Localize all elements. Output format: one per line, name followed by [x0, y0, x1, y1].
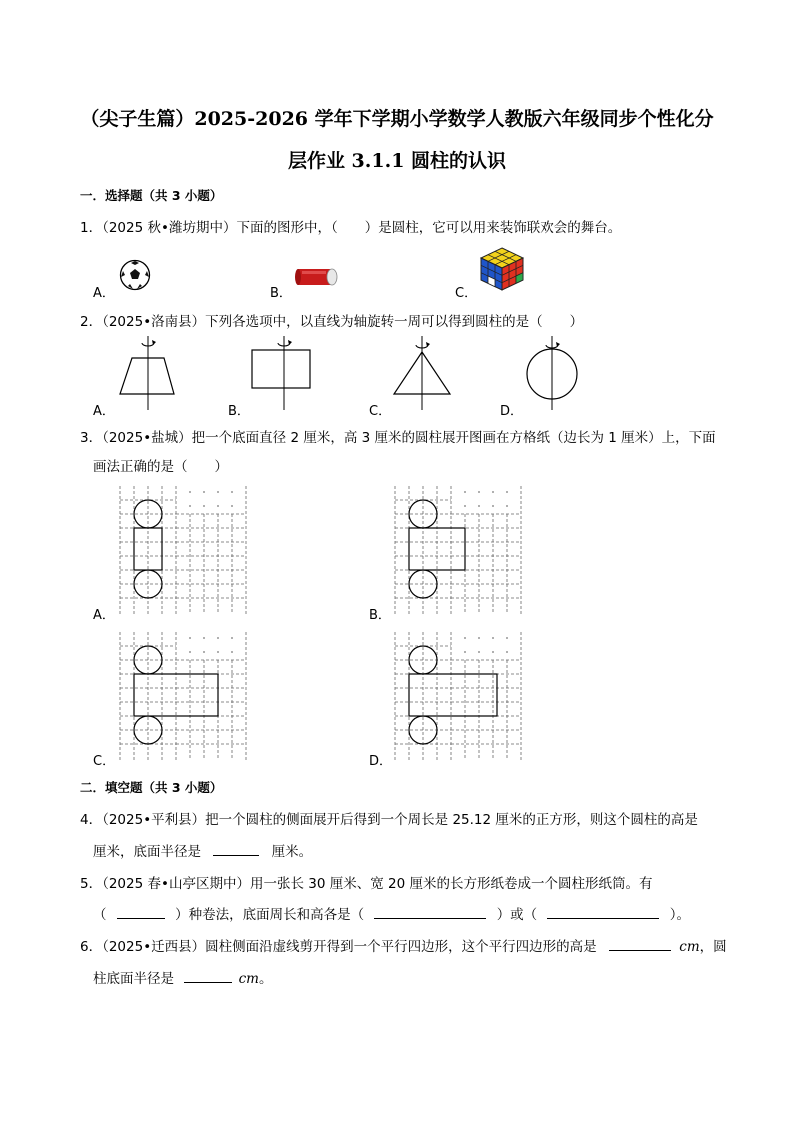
page-title-line2: 层作业 3.1.1 圆柱的认识	[287, 150, 507, 172]
section-heading-choice: 一．选择题（共 3 小题）	[80, 188, 223, 203]
q3-option-d-label: D．	[369, 754, 393, 769]
q3-option-b-label: B．	[369, 608, 391, 623]
q6-height-blank[interactable]	[609, 938, 671, 951]
question-4-line2	[93, 840, 312, 860]
q3-option-c-grid-figure	[120, 632, 248, 760]
question-6-line1	[80, 935, 727, 955]
q5-ways-blank[interactable]	[117, 906, 165, 919]
q3-option-a-label: A．	[93, 608, 115, 623]
q6-radius-blank[interactable]	[184, 970, 232, 983]
page-title-line1: （尖子生篇）2025-2026 学年下学期小学数学人教版六年级同步个性化分	[80, 108, 714, 130]
q5-mid-text: ）种卷法，底面周长和高各是（	[175, 907, 365, 923]
question-2-text: 2．（2025•洛南县）下列各选项中，以直线为轴旋转一周可以得到圆柱的是（ ）	[80, 314, 584, 330]
q5-or-text: ）或（	[496, 907, 538, 923]
q2-option-b-rectangle-figure	[248, 334, 318, 412]
q4-radius-blank[interactable]	[213, 843, 259, 856]
q5-open-paren: （	[93, 907, 107, 923]
q6-line2-text: 柱底面半径是	[93, 971, 174, 987]
soccer-ball-icon	[119, 259, 151, 291]
section-heading-fill-blank: 二．填空题（共 3 小题）	[80, 780, 223, 795]
question-5-line1: 5．（2025 春•山亭区期中）用一张长 30 厘米、宽 20 厘米的长方形纸卷成一个圆柱形纸筒。有	[80, 876, 653, 892]
q1-option-b-label: B．	[270, 286, 292, 301]
q1-option-a-label: A．	[93, 286, 115, 301]
q2-option-a-trapezoid-figure	[114, 334, 198, 412]
q6-line1-text: 6．（2025•迁西县）圆柱侧面沿虚线剪开得到一个平行四边形，这个平行四边形的高是	[80, 939, 597, 955]
rubiks-cube-icon	[479, 246, 525, 292]
q5-end-text: ）。	[669, 907, 691, 923]
question-3-line2: 画法正确的是（ ）	[93, 459, 228, 475]
q6-line2-tail: 。	[258, 971, 273, 987]
q3-option-a-grid-figure	[120, 486, 248, 614]
q6-unit-cm: cm	[679, 939, 700, 955]
q5-answer2-blank[interactable]	[547, 906, 659, 919]
q2-option-a-label: A．	[93, 404, 115, 419]
q1-option-c-label: C．	[455, 286, 478, 301]
question-3-line1: 3．（2025•盐城）把一个底面直径 2 厘米，高 3 厘米的圆柱展开图画在方格纸（边长为 1 厘米）上，下面	[80, 430, 716, 446]
q3-option-d-grid-figure	[395, 632, 523, 760]
q3-option-c-label: C．	[93, 754, 116, 769]
question-5-line2	[93, 903, 690, 923]
cylinder-can-icon	[294, 266, 338, 288]
question-4-line1: 4．（2025•平利县）把一个圆柱的侧面展开后得到一个周长是 25.12 厘米的正方形，则这个圆柱的高是	[80, 812, 698, 828]
q3-option-b-grid-figure	[395, 486, 523, 614]
question-6-line2	[93, 967, 272, 987]
q2-option-c-triangle-figure	[390, 334, 460, 412]
q5-answer1-blank[interactable]	[374, 906, 486, 919]
q2-option-b-label: B．	[228, 404, 250, 419]
q2-option-c-label: C．	[369, 404, 392, 419]
question-1-text: 1．（2025 秋•潍坊期中）下面的图形中，（ ）是圆柱，它可以用来装饰联欢会的舞台。	[80, 220, 622, 236]
q4-line2-suffix: 厘米。	[271, 844, 313, 860]
q6-unit-cm-2: cm	[238, 971, 259, 987]
q2-option-d-label: D．	[500, 404, 524, 419]
q2-option-d-circle-figure	[522, 334, 586, 412]
q4-line2-prefix: 厘米，底面半径是	[93, 844, 201, 860]
q6-line1-tail: ，圆	[699, 939, 727, 955]
